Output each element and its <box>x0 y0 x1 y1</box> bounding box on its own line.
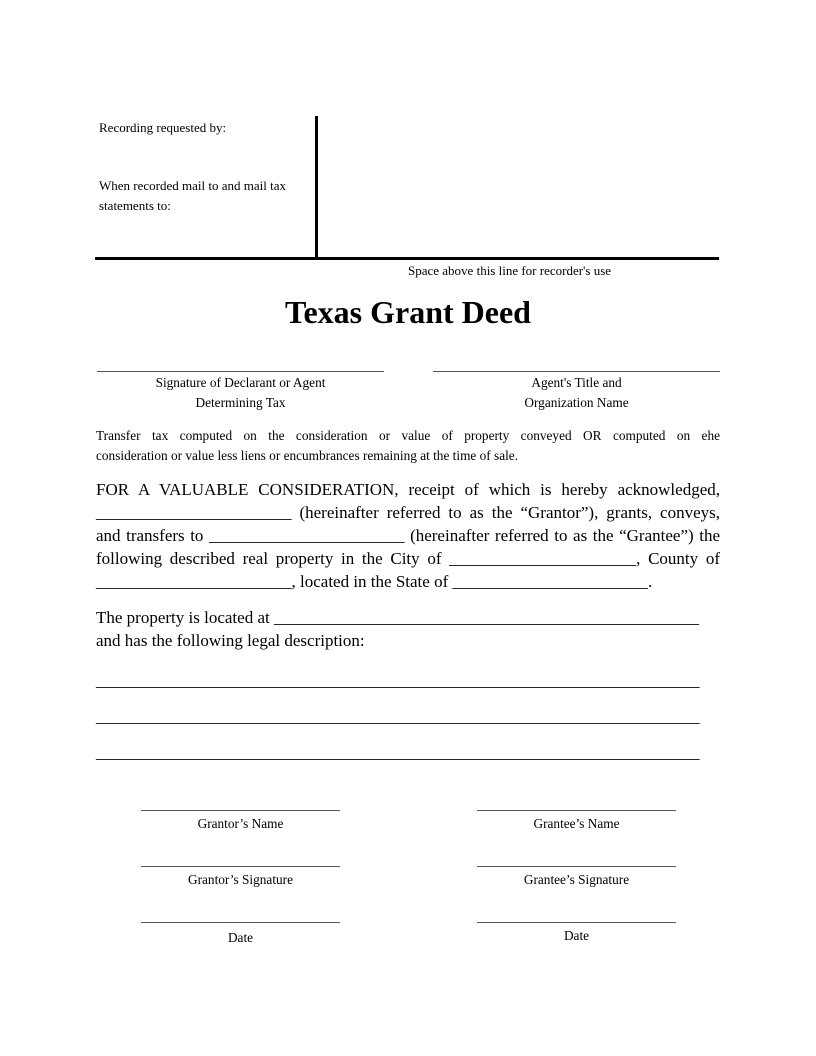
recorder-line <box>95 257 719 260</box>
declarant-label-2: Determining Tax <box>195 395 286 410</box>
grantee-date-label: Date <box>563 928 590 943</box>
consideration-line3: and transfers to _______________________ (hereinafter referred to as the “Grantee”) the <box>96 526 720 545</box>
grantee-name-line[interactable] <box>477 810 676 811</box>
transfer-tax-line2: consideration or value less liens or encumbrances remaining at the time of sale. <box>96 448 519 463</box>
mail-to-label-line2: statements to: <box>99 198 171 213</box>
grantor-date-label: Date <box>227 930 254 945</box>
grantee-name-label: Grantee’s Name <box>533 816 620 831</box>
grantee-signature-line[interactable] <box>477 866 676 867</box>
property-location: The property is located at __________________________________________________ <box>96 608 699 627</box>
agent-label-1: Agent's Title and <box>531 375 622 390</box>
grantor-signature-label: Grantor’s Signature <box>188 872 293 887</box>
legal-description-label: and has the following legal description: <box>96 631 365 650</box>
grantor-name-label: Grantor’s Name <box>197 816 284 831</box>
legal-description-blank[interactable]: _______________________________________________________________________ <box>96 707 700 726</box>
grantee-signature-label: Grantee’s Signature <box>523 872 630 887</box>
grantor-signature-line[interactable] <box>141 866 340 867</box>
recorder-note: Space above this line for recorder's use <box>408 263 612 278</box>
declarant-label-1: Signature of Declarant or Agent <box>155 375 326 390</box>
vertical-divider <box>315 116 318 259</box>
grantor-date-line[interactable] <box>141 922 340 923</box>
page-title: Texas Grant Deed <box>285 294 531 330</box>
consideration-line1: FOR A VALUABLE CONSIDERATION, receipt of which is hereby acknowledged, <box>96 480 720 499</box>
mail-to-label-line1: When recorded mail to and mail tax <box>99 178 286 193</box>
legal-description-blank[interactable]: _______________________________________________________________________ <box>96 743 700 762</box>
consideration-line2: _______________________ (hereinafter referred to as the “Grantor”), grants, conveys, <box>96 503 720 522</box>
agent-label-2: Organization Name <box>524 395 629 410</box>
declarant-signature-line[interactable] <box>97 371 384 372</box>
grantee-date-line[interactable] <box>477 922 676 923</box>
consideration-line4: following described real property in the City of ______________________, County of <box>96 549 720 568</box>
consideration-line5: _______________________, located in the State of _______________________. <box>96 572 653 591</box>
agent-title-line[interactable] <box>433 371 720 372</box>
recording-requested-label: Recording requested by: <box>99 120 227 135</box>
grantor-name-line[interactable] <box>141 810 340 811</box>
legal-description-blank[interactable]: _______________________________________________________________________ <box>96 671 700 690</box>
transfer-tax-line1: Transfer tax computed on the consideration or value of property conveyed OR computed on ehe <box>96 428 720 443</box>
